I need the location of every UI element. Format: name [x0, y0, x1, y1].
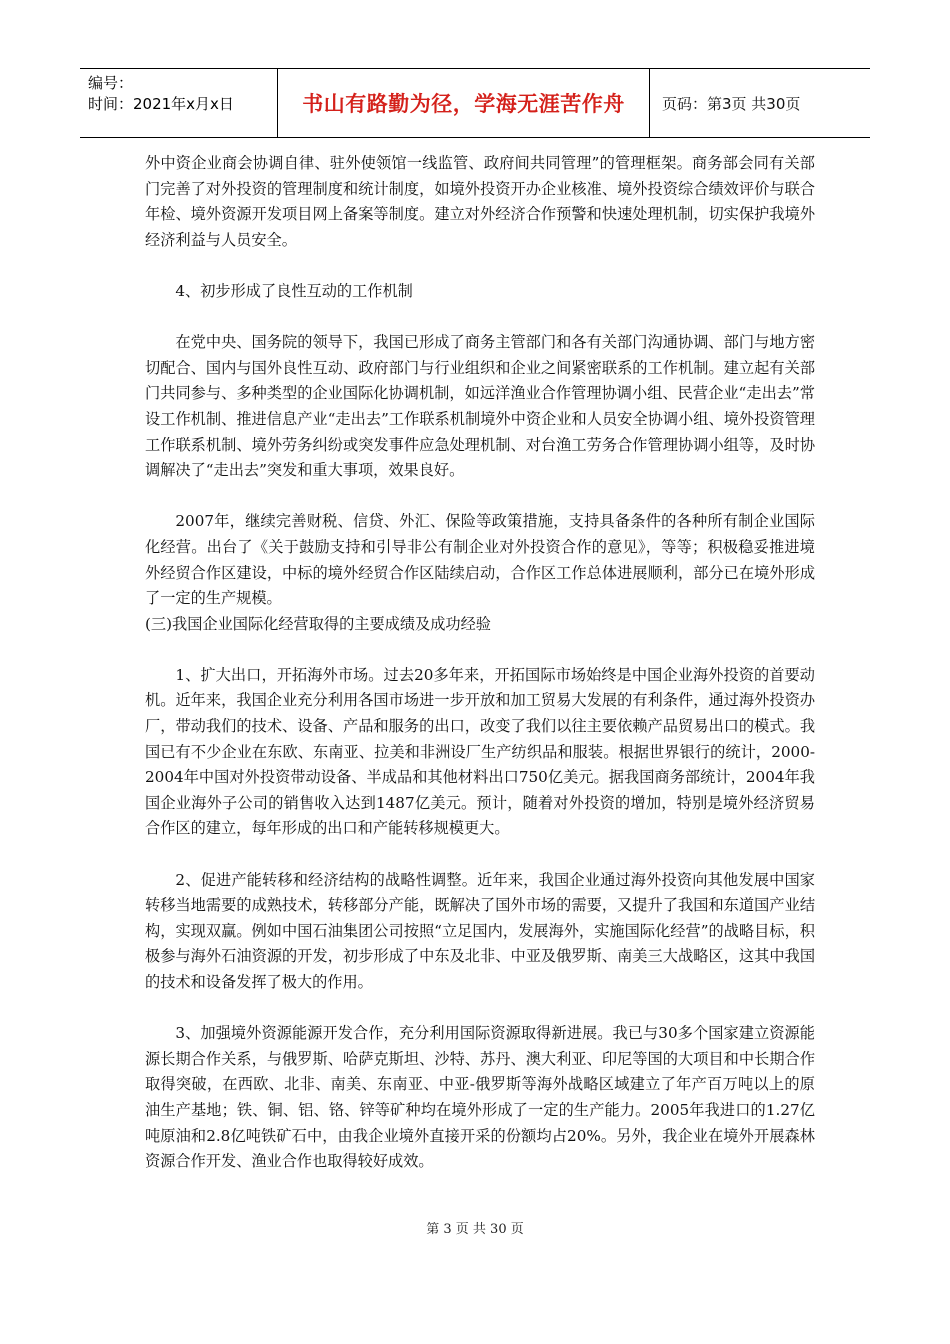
header-meta	[80, 69, 278, 137]
header-page-info: 页码：第3页 共30页	[662, 94, 801, 113]
document-date: 时间：2021年x月x日	[88, 95, 234, 113]
paragraph-continuation: 外中资企业商会协调自律、驻外使领馆一线监管、政府间共同管理”的管理框架。商务部会同有关部门完善了对外投资的管理制度和统计制度，如境外投资开办企业核准、境外投资综合绩效评价与联合年检、境外资源开发项目网上备案等制度。建立对外经济合作预警和快速处理机制，切实保护我境外经济利益与人员安全。	[145, 154, 815, 249]
document-body	[145, 151, 815, 1175]
section-heading-3: (三)我国企业国际化经营取得的主要成绩及成功经验	[145, 614, 491, 633]
header-motto: 书山有路勤为径，学海无涯苦作舟	[278, 69, 650, 137]
paragraph-capacity-transfer: 2、促进产能转移和经济结构的战略性调整。近年来，我国企业通过海外投资向其他发展中国家转移当地需要的成熟技术，转移部分产能，既解决了国外市场的需要，又提升了我国和东道国产业结构，实现双赢。例如中国石油集团公司按照“立足国内，发展海外，实施国际化经营”的战略目标，积极参与海外石油资源的开发，初步形成了中东及北非、中亚及俄罗斯、南美三大战略区，这其中我国的技术和设备发挥了极大的作用。	[145, 870, 815, 991]
paragraph-resource-cooperation: 3、加强境外资源能源开发合作，充分利用国际资源取得新进展。我已与30多个国家建立资源能源长期合作关系，与俄罗斯、哈萨克斯坦、沙特、苏丹、澳大利亚、印尼等国的大项目和中长期合作取得突破，在西欧、北非、南美、东南亚、中亚-俄罗斯等海外战略区域建立了年产百万吨以上的原油生产基地；铁、铜、铝、铬、锌等矿种均在境外形成了一定的生产能力。2005年我进口的1.27亿吨原油和2.8亿吨铁矿石中，由我企业境外直接开采的份额均占20%。另外，我企业在境外开展森林资源合作开发、渔业合作也取得较好成效。	[145, 1024, 815, 1171]
page-header	[80, 68, 870, 138]
document-number-label: 编号：	[88, 74, 134, 92]
paragraph-work-mechanism: 在党中央、国务院的领导下，我国已形成了商务主管部门和各有关部门沟通协调、部门与地方密切配合、国内与国外良性互动、政府部门与行业组织和企业之间紧密联系的工作机制。建立起有关部门共同参与、多种类型的企业国际化协调机制，如远洋渔业合作管理协调小组、民营企业“走出去”常设工作机制、推进信息产业“走出去”工作联系机制境外中资企业和人员安全协调小组、境外投资管理工作联系机制、境外劳务纠纷或突发事件应急处理机制、对台渔工劳务合作管理协调小组等，及时协调解决了“走出去”突发和重大事项，效果良好。	[145, 333, 815, 480]
section-heading-4: 4、初步形成了良性互动的工作机制	[175, 281, 413, 300]
paragraph-2007-policy: 2007年，继续完善财税、信贷、外汇、保险等政策措施，支持具备条件的各种所有制企业国际化经营。出台了《关于鼓励支持和引导非公有制企业对外投资合作的意见》，等等；积极稳妥推进境外经贸合作区建设，中标的境外经贸合作区陆续启动，合作区工作总体进展顺利，部分已在境外形成了一定的生产规模。	[145, 512, 815, 608]
paragraph-export-expansion: 1、扩大出口，开拓海外市场。过去20多年来，开拓国际市场始终是中国企业海外投资的首要动机。近年来，我国企业充分利用各国市场进一步开放和加工贸易大发展的有利条件，通过海外投资办厂，带动我们的技术、设备、产品和服务的出口，改变了我们以往主要依赖产品贸易出口的模式。我国已有不少企业在东欧、东南亚、拉美和非洲设厂生产纺织品和服装。根据世界银行的统计，2000-2004年中国对外投资带动设备、半成品和其他材料出口750亿美元。据我国商务部统计，2004年我国企业海外子公司的销售收入达到1487亿美元。预计，随着对外投资的增加，特别是境外经济贸易合作区的建立，每年形成的出口和产能转移规模更大。	[145, 665, 815, 838]
page-footer: 第 3 页 共 30 页	[426, 1222, 524, 1237]
